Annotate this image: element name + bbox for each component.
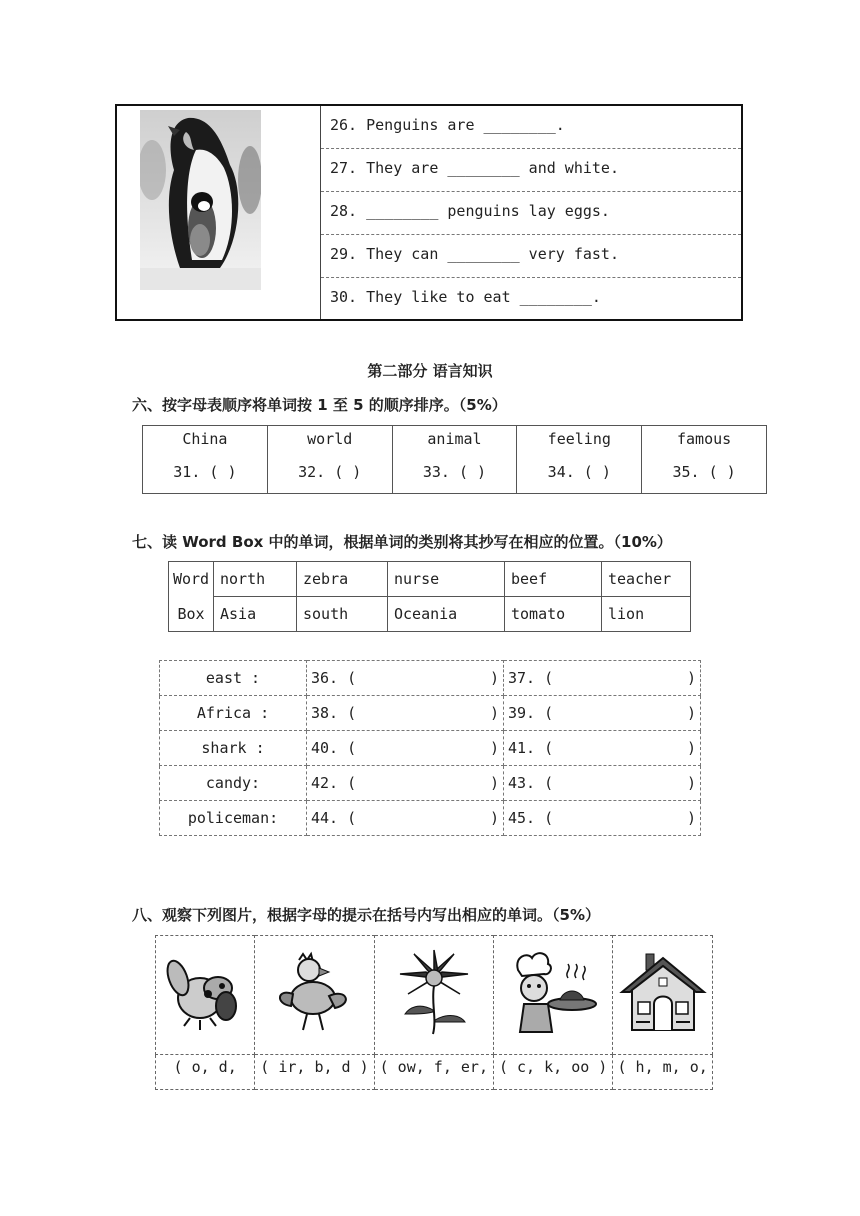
answer-number: 41. ( bbox=[508, 739, 554, 757]
answer-number: 44. ( bbox=[311, 809, 357, 827]
answer-cell bbox=[307, 661, 504, 696]
word-box-word: zebra bbox=[297, 562, 388, 597]
answer-cell bbox=[504, 731, 701, 766]
order-word: animal bbox=[427, 430, 482, 448]
question-27: 27. They are ________ and white. bbox=[321, 149, 741, 192]
close-paren: ) bbox=[489, 739, 499, 757]
section-8-title: 八、观察下列图片，根据字母的提示在括号内写出相应的单词。（5%） bbox=[132, 906, 600, 924]
close-paren: ) bbox=[489, 809, 499, 827]
alphabet-order-table bbox=[142, 425, 767, 494]
order-word: feeling bbox=[547, 430, 611, 448]
cook-picture-cell bbox=[493, 936, 612, 1055]
order-number: 35. ( ) bbox=[672, 463, 736, 481]
word-box-word: nurse bbox=[388, 562, 505, 597]
dog-picture-cell bbox=[156, 936, 255, 1055]
answer-number: 39. ( bbox=[508, 704, 554, 722]
question-26: 26. Penguins are ________. bbox=[321, 106, 741, 149]
order-number: 34. ( ) bbox=[547, 463, 611, 481]
order-number: 32. ( ) bbox=[298, 463, 362, 481]
close-paren: ) bbox=[686, 774, 696, 792]
answer-number: 37. ( bbox=[508, 669, 554, 687]
category-label: shark : bbox=[160, 731, 307, 766]
word-box-label-2: Box bbox=[169, 597, 214, 632]
penguin-photo-cell bbox=[117, 106, 321, 319]
question-28: 28. ________ penguins lay eggs. bbox=[321, 192, 741, 235]
word-box-label-1: Word bbox=[169, 562, 214, 597]
close-paren: ) bbox=[686, 669, 696, 687]
answer-number: 43. ( bbox=[508, 774, 554, 792]
answer-number: 42. ( bbox=[311, 774, 357, 792]
question-30: 30. They like to eat ________. bbox=[330, 288, 601, 306]
dog-picture bbox=[160, 948, 250, 1038]
hint-cell: ( c, k, oo ) bbox=[493, 1055, 612, 1090]
question-29: 29. They can ________ very fast. bbox=[321, 235, 741, 278]
close-paren: ) bbox=[686, 739, 696, 757]
word-box-word: Oceania bbox=[388, 597, 505, 632]
word-box-word: beef bbox=[505, 562, 602, 597]
answer-number: 38. ( bbox=[311, 704, 357, 722]
order-cell-4 bbox=[517, 426, 642, 494]
hint-cell: ( ow, f, er, bbox=[374, 1055, 493, 1090]
answer-cell bbox=[307, 731, 504, 766]
answer-number: 40. ( bbox=[311, 739, 357, 757]
order-cell-3 bbox=[392, 426, 517, 494]
answer-cell bbox=[504, 661, 701, 696]
order-cell-5 bbox=[642, 426, 767, 494]
order-word: China bbox=[182, 430, 228, 448]
order-number: 33. ( ) bbox=[422, 463, 487, 481]
picture-word-table bbox=[155, 935, 713, 1090]
close-paren: ) bbox=[686, 704, 696, 722]
word-box-word: teacher bbox=[602, 562, 691, 597]
order-cell-2 bbox=[267, 426, 392, 494]
order-number: 31. ( ) bbox=[173, 463, 237, 481]
order-cell-1 bbox=[143, 426, 268, 494]
answer-cell bbox=[307, 766, 504, 801]
word-box-word: Asia bbox=[214, 597, 297, 632]
hint-cell: ( ir, b, d ) bbox=[255, 1055, 374, 1090]
category-label: policeman: bbox=[160, 801, 307, 836]
home-picture-cell bbox=[613, 936, 713, 1055]
hint-cell: ( o, d, bbox=[156, 1055, 255, 1090]
close-paren: ) bbox=[489, 704, 499, 722]
answer-cell bbox=[307, 801, 504, 836]
order-word: famous bbox=[677, 430, 732, 448]
section-6-title: 六、按字母表顺序将单词按 1 至 5 的顺序排序。（5%） bbox=[132, 396, 507, 414]
flower-picture bbox=[389, 948, 479, 1038]
cook-picture bbox=[508, 948, 598, 1038]
answer-cell bbox=[504, 801, 701, 836]
bird-picture bbox=[269, 948, 359, 1038]
answer-cell bbox=[504, 766, 701, 801]
bird-picture-cell bbox=[255, 936, 374, 1055]
hint-cell: ( h, m, o, bbox=[613, 1055, 713, 1090]
flower-picture-cell bbox=[374, 936, 493, 1055]
category-label: Africa : bbox=[160, 696, 307, 731]
word-box-word: south bbox=[297, 597, 388, 632]
part-two-title: 第二部分 语言知识 bbox=[367, 362, 493, 380]
answer-number: 45. ( bbox=[508, 809, 554, 827]
close-paren: ) bbox=[489, 774, 499, 792]
category-label: candy: bbox=[160, 766, 307, 801]
word-box-word: tomato bbox=[505, 597, 602, 632]
word-box-word: north bbox=[214, 562, 297, 597]
answer-cell bbox=[504, 696, 701, 731]
classification-table bbox=[159, 660, 701, 836]
close-paren: ) bbox=[489, 669, 499, 687]
answer-number: 36. ( bbox=[311, 669, 357, 687]
close-paren: ) bbox=[686, 809, 696, 827]
home-picture bbox=[618, 948, 708, 1038]
answer-cell bbox=[307, 696, 504, 731]
category-label: east : bbox=[160, 661, 307, 696]
word-box-word: lion bbox=[602, 597, 691, 632]
order-word: world bbox=[307, 430, 353, 448]
penguin-question-table bbox=[115, 104, 743, 321]
section-7-title: 七、读 Word Box 中的单词，根据单词的类别将其抄写在相应的位置。（10%） bbox=[132, 533, 672, 551]
penguin-photo bbox=[140, 110, 261, 290]
word-box-table bbox=[168, 561, 691, 632]
